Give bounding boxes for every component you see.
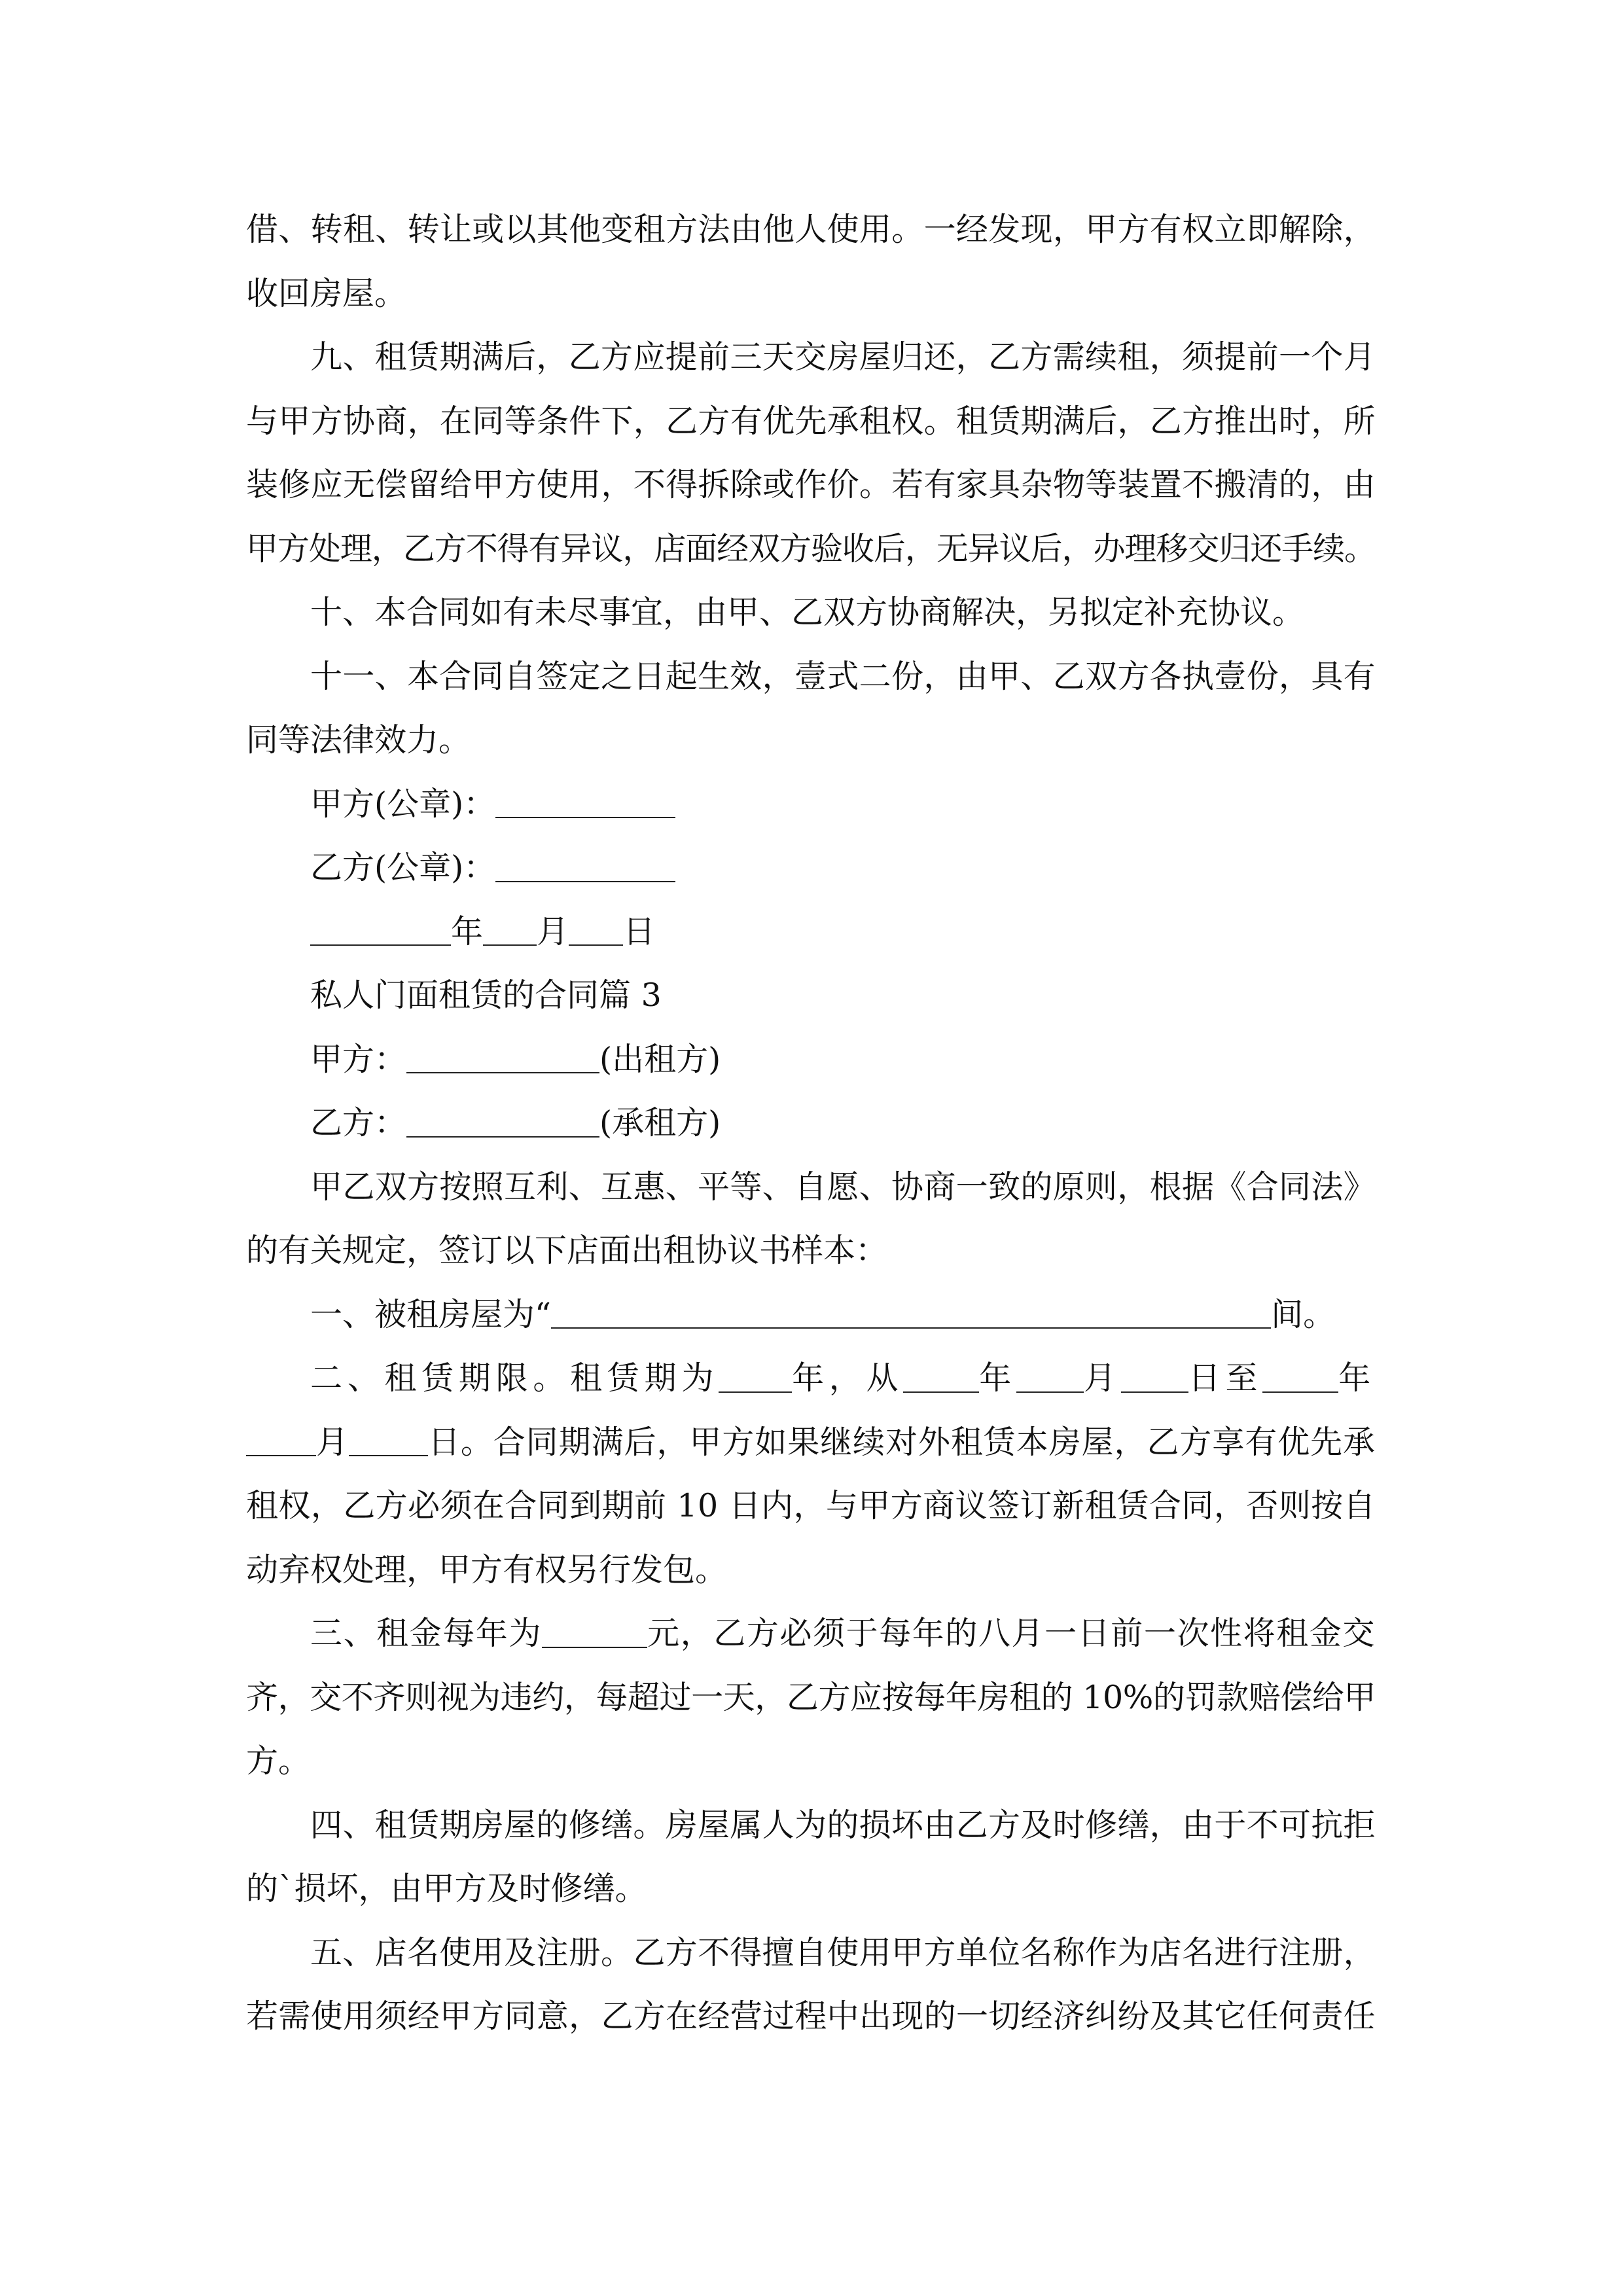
line-text: 的有关规定，签订以下店面出租协议书样本：: [246, 1232, 888, 1269]
document-line: [246, 1474, 1376, 1538]
line-text: (出租方): [599, 1040, 721, 1078]
document-line: [246, 645, 1376, 709]
fill-in-blank: [246, 1423, 316, 1456]
line-text: 日: [623, 912, 656, 950]
fill-in-blank: [1121, 1359, 1188, 1393]
line-text: 元，乙方必须于每年的八月一日前一次性将租金交: [647, 1615, 1376, 1652]
document-line: [246, 1091, 1376, 1155]
document-line: [246, 836, 1376, 900]
line-text: 借、转租、转让或以其他变租方法由他人使用。一经发现，甲方有权立即解除，: [246, 211, 1376, 248]
document-line: [246, 1921, 1376, 1985]
document-line: [246, 1538, 1376, 1602]
document-line: [246, 1602, 1376, 1666]
document-line: [246, 900, 1376, 964]
document-line: [246, 389, 1376, 454]
document-line: [246, 1410, 1376, 1475]
line-text: 甲方(公章)：: [310, 785, 496, 823]
document-line: [246, 325, 1376, 389]
line-text: 收回房屋。: [246, 274, 407, 312]
line-text: 三、租金每年为: [310, 1615, 543, 1652]
line-text: 动弃权处理，甲方有权另行发包。: [246, 1551, 728, 1588]
line-text: 月: [537, 912, 569, 950]
line-text: 装修应无偿留给甲方使用，不得拆除或作价。若有家具杂物等装置不搬清的，由: [246, 466, 1376, 503]
fill-in-blank: [903, 1359, 979, 1393]
document-line: [246, 198, 1376, 262]
document-line: [246, 708, 1376, 772]
fill-in-blank: [719, 1359, 792, 1393]
document-line: [246, 1793, 1376, 1857]
line-text: 十一、本合同自签定之日起生效，壹式二份，由甲、乙双方各执壹份，具有: [310, 657, 1376, 695]
fill-in-blank: [349, 1423, 428, 1456]
fill-in-blank: [1016, 1359, 1084, 1393]
line-text: 乙方(公章)：: [310, 849, 496, 886]
line-text: 若需使用须经甲方同意，乙方在经营过程中出现的一切经济纠纷及其它任何责任: [246, 1998, 1376, 2035]
line-text: 同等法律效力。: [246, 721, 471, 759]
document-line: [246, 1346, 1376, 1410]
document-line: [246, 1729, 1376, 1793]
fill-in-blank: [495, 785, 675, 818]
line-text: 私人门面租赁的合同篇 3: [310, 977, 662, 1014]
line-text: 九、租赁期满后，乙方应提前三天交房屋归还，乙方需续租，须提前一个月: [310, 338, 1376, 376]
line-text: 月: [316, 1423, 349, 1461]
line-text: 年: [451, 912, 484, 950]
document-line: [246, 1984, 1376, 2049]
line-text: (承租方): [599, 1104, 721, 1141]
line-text: 甲乙双方按照互利、互惠、平等、自愿、协商一致的原则，根据《合同法》: [310, 1168, 1376, 1206]
line-text: 二、租赁期限。租赁期为: [310, 1359, 719, 1397]
line-text: 租权，乙方必须在合同到期前 10 日内，与甲方商议签订新租赁合同，否则按自: [246, 1487, 1376, 1524]
line-text: 齐，交不齐则视为违约，每超过一天，乙方应按每年房租的 10%的罚款赔偿给甲: [246, 1678, 1376, 1716]
contract-page: [246, 198, 1376, 2049]
fill-in-blank: [310, 912, 451, 946]
fill-in-blank: [551, 1295, 1271, 1329]
document-line: [246, 1666, 1376, 1730]
document-line: [246, 262, 1376, 326]
fill-in-blank: [1262, 1359, 1338, 1393]
document-line: [246, 581, 1376, 645]
line-text: 十、本合同如有未尽事宜，由甲、乙双方协商解决，另拟定补充协议。: [310, 594, 1305, 631]
line-text: 方。: [246, 1742, 311, 1780]
document-line: [246, 1155, 1376, 1219]
document-line: [246, 453, 1376, 517]
document-line: [246, 963, 1376, 1028]
line-text: 月: [1084, 1359, 1121, 1397]
fill-in-blank: [483, 912, 537, 946]
line-text: 五、店名使用及注册。乙方不得擅自使用甲方单位名称作为店名进行注册，: [310, 1933, 1376, 1971]
document-line: [246, 1028, 1376, 1092]
fill-in-blank: [495, 849, 675, 882]
line-text: 乙方：: [310, 1104, 407, 1141]
line-text: 日。合同期满后，甲方如果继续对外租赁本房屋，乙方享有优先承: [427, 1423, 1376, 1461]
line-text: 四、租赁期房屋的修缮。房屋属人为的损坏由乙方及时修缮，由于不可抗拒: [310, 1806, 1376, 1844]
line-text: 年: [979, 1359, 1016, 1397]
line-text: 日至: [1188, 1359, 1263, 1397]
fill-in-blank: [569, 912, 623, 946]
fill-in-blank: [542, 1615, 647, 1648]
document-line: [246, 772, 1376, 836]
line-text: 的`损坏，由甲方及时修缮。: [246, 1870, 647, 1907]
line-text: 年，从: [792, 1359, 904, 1397]
line-text: 一、被租房屋为“: [310, 1295, 552, 1333]
fill-in-blank: [406, 1104, 599, 1138]
line-text: 甲方处理，乙方不得有异议，店面经双方验收后，无异议后，办理移交归还手续。: [246, 529, 1376, 567]
document-line: [246, 1219, 1376, 1283]
document-line: [246, 1857, 1376, 1921]
line-text: 年: [1338, 1359, 1376, 1397]
line-text: 间。: [1271, 1295, 1336, 1333]
document-line: [246, 517, 1376, 581]
line-text: 与甲方协商，在同等条件下，乙方有优先承租权。租赁期满后，乙方推出时，所: [246, 402, 1376, 440]
line-text: 甲方：: [310, 1040, 407, 1078]
fill-in-blank: [406, 1040, 599, 1073]
document-line: [246, 1283, 1376, 1347]
